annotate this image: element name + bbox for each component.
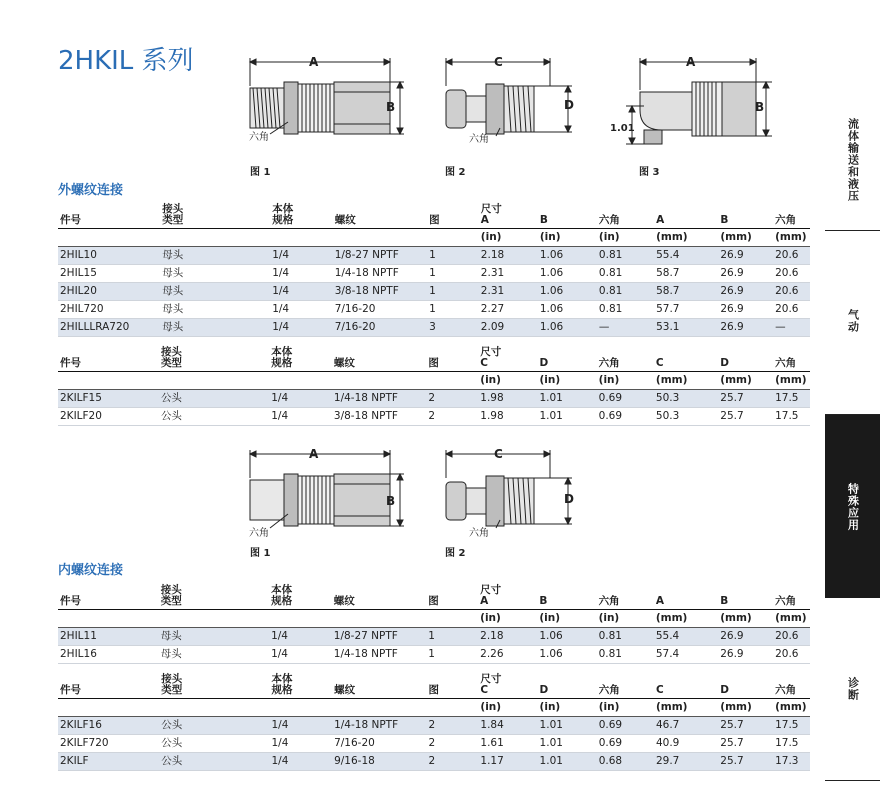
table-cell: 1.98 [478,408,537,426]
header-thread: 螺纹 [333,196,427,229]
table-cell: 29.7 [654,753,718,771]
header-body: 本体 规格 [269,339,332,372]
table-row [58,247,810,265]
fig2b-hex-label: 六角 [469,528,489,539]
table-cell: 1.06 [538,247,597,265]
table-cell: 1/4 [270,301,332,319]
table-cell: 2.09 [479,319,538,337]
fig1b-dim-a: A [309,447,319,461]
table-cell: 7/16-20 [333,319,427,337]
side-tab-label: 气动 [846,309,860,333]
table-cell: 公头 [159,735,269,753]
header-dim2: D [538,666,597,699]
table-cell: 2.18 [478,628,537,646]
table-cell: 26.9 [718,628,773,646]
table-cell: 母头 [160,301,270,319]
unit: (in) [478,610,537,628]
table-cell: 26.9 [718,265,773,283]
table-cell: 母头 [160,265,270,283]
table-cell: 1.01 [538,717,597,735]
table-cell: 2KILF720 [58,735,159,753]
header-fig: 图 [427,666,479,699]
table-cell: 0.68 [597,753,654,771]
table-cell: 3/8-18 NPTF [332,408,426,426]
unit: (mm) [654,610,718,628]
table-cell: 2.18 [479,247,538,265]
table-cell: 26.9 [718,247,773,265]
table-cell: 20.6 [773,301,810,319]
table-cell: 母头 [160,319,270,337]
table-row [58,408,810,426]
table-cell: 2HIL10 [58,247,160,265]
table-cell: 26.9 [718,301,773,319]
fig2b-dim-c: C [494,447,503,461]
table-header [58,339,810,372]
header-fig: 图 [426,339,478,372]
side-tab-label: 流体输送和液压 [846,118,860,202]
table-cell: 1 [426,646,478,664]
units-row [58,372,810,390]
table-cell: 0.81 [597,283,654,301]
fig1b-hex-label: 六角 [249,528,269,539]
header-dim4: C [654,666,718,699]
table-row [58,717,810,735]
header-dim1: 尺寸 A [478,577,537,610]
table-cell: 2HIL15 [58,265,160,283]
table-cell: 2.31 [479,283,538,301]
table-cell: 1/4-18 NPTF [332,390,426,408]
table-cell: 1 [427,283,479,301]
table-cell: 1/4-18 NPTF [332,646,426,664]
fig1-hex-label: 六角 [249,132,269,143]
table-cell: — [597,319,654,337]
table-cell: 1/4 [269,628,332,646]
table-cell: 9/16-18 [332,753,426,771]
unit: (in) [478,372,537,390]
fig2-caption: 图 2 [445,167,466,178]
table-cell: 1.84 [478,717,537,735]
table-cell: 1 [427,247,479,265]
table-cell: 1/4 [269,717,332,735]
table-cell: 公头 [159,717,269,735]
unit: (in) [597,229,654,247]
fig3-dim-h: 1.01 [610,123,635,134]
table-cell: 1/4 [269,390,332,408]
header-body: 本体 规格 [269,577,332,610]
table-cell: 2KILF16 [58,717,159,735]
header-dim5: D [718,339,773,372]
table-cell: 公头 [159,390,269,408]
unit: (mm) [654,372,718,390]
table-row [58,735,810,753]
table-cell: 0.81 [597,247,654,265]
table-cell: 1/4 [269,646,332,664]
table-row [58,265,810,283]
header-dim3: 六角 [597,339,654,372]
fig1-caption: 图 1 [250,167,271,178]
header-thread: 螺纹 [332,577,426,610]
table-cell: 1.06 [538,265,597,283]
fig2b-caption: 图 2 [445,548,466,559]
internal-table-b [58,666,810,771]
table-cell: 1/4 [270,319,332,337]
table-cell: 0.69 [597,735,654,753]
figure-2-male-plug-external [440,52,580,162]
header-fig: 图 [427,196,479,229]
table-cell: 20.6 [773,247,810,265]
table-cell: 25.7 [718,753,773,771]
header-dim2: B [537,577,596,610]
header-type: 接头 类型 [159,577,269,610]
header-dim6: 六角 [773,339,810,372]
table-cell: 1/4 [269,753,332,771]
table-cell: 2.26 [478,646,537,664]
table-cell: 58.7 [654,265,718,283]
side-tab-special[interactable] [825,415,880,598]
side-divider [825,780,880,781]
table-cell: 1.01 [538,735,597,753]
table-cell: 58.7 [654,283,718,301]
unit: (in) [478,699,537,717]
table-cell: 1.17 [478,753,537,771]
unit: (in) [597,699,654,717]
side-tab-diagnostics[interactable] [825,600,880,778]
unit: (in) [537,372,596,390]
table-cell: 1.61 [478,735,537,753]
fig2-dim-c: C [494,55,503,69]
table-cell: 1/8-27 NPTF [332,628,426,646]
table-cell: 0.69 [597,390,654,408]
unit: (in) [479,229,538,247]
table-cell: 2HILLLRA720 [58,319,160,337]
unit: (mm) [773,229,810,247]
fig1b-caption: 图 1 [250,548,271,559]
table-cell: 0.81 [597,301,654,319]
table-cell: 1.06 [537,646,596,664]
unit: (mm) [718,610,773,628]
table-cell: 1.06 [538,283,597,301]
header-dim3: 六角 [597,196,654,229]
header-dim1: 尺寸 C [478,339,537,372]
header-thread: 螺纹 [332,666,426,699]
table-cell: 1.01 [538,753,597,771]
table-cell: 1/8-27 NPTF [333,247,427,265]
table-cell: 1.06 [537,628,596,646]
table-cell: 1 [426,628,478,646]
table-cell: 2HIL20 [58,283,160,301]
table-cell: 25.7 [718,717,773,735]
unit: (mm) [773,699,810,717]
fig1b-dim-b: B [386,494,396,508]
table-row [58,319,810,337]
side-tab-pneumatic[interactable] [825,231,880,411]
table-cell: 20.6 [773,646,810,664]
header-dim1: 尺寸 C [478,666,537,699]
unit: (mm) [718,229,773,247]
units-row [58,699,810,717]
section-title-internal: 内螺纹连接 [58,563,124,578]
table-cell: 2.27 [479,301,538,319]
header-dim5: B [718,577,773,610]
table-cell: 50.3 [654,408,718,426]
header-part: 件号 [58,196,160,229]
table-cell: 17.5 [773,735,810,753]
header-dim4: A [654,196,718,229]
page-title: 2HKIL 系列 [58,46,194,76]
table-cell: 1.06 [538,301,597,319]
header-dim6: 六角 [773,577,810,610]
table-cell: 2KILF15 [58,390,159,408]
table-row [58,283,810,301]
fig3-caption: 图 3 [639,167,660,178]
table-cell: 57.7 [654,301,718,319]
unit: (mm) [654,229,718,247]
table-cell: 2HIL720 [58,301,160,319]
table-cell: 2KILF20 [58,408,159,426]
table-cell: 26.9 [718,646,773,664]
header-dim3: 六角 [597,577,654,610]
external-table-a [58,196,810,337]
table-row [58,628,810,646]
fig3-dim-a: A [686,55,696,69]
table-cell: 3/8-18 NPTF [333,283,427,301]
table-cell: 53.1 [654,319,718,337]
table-cell: 母头 [159,628,269,646]
side-tab-fluid[interactable] [825,90,880,230]
table-cell: 2 [426,408,478,426]
header-type: 接头 类型 [160,196,270,229]
table-cell: 公头 [159,753,269,771]
table-cell: 25.7 [718,735,773,753]
table-row [58,390,810,408]
table-header [58,196,810,229]
header-dim2: B [538,196,597,229]
table-cell: 55.4 [654,247,718,265]
unit: (mm) [773,610,810,628]
table-cell: 1.06 [538,319,597,337]
header-fig: 图 [426,577,478,610]
table-cell: 17.5 [773,717,810,735]
header-dim5: D [718,666,773,699]
header-type: 接头 类型 [159,339,269,372]
table-cell: 母头 [159,646,269,664]
table-cell: 公头 [159,408,269,426]
table-cell: 50.3 [654,390,718,408]
header-type: 接头 类型 [159,666,269,699]
unit: (mm) [718,699,773,717]
table-cell: 1 [427,265,479,283]
header-thread: 螺纹 [332,339,426,372]
section-title-external: 外螺纹连接 [58,183,124,198]
unit: (in) [538,699,597,717]
table-cell: 17.5 [773,390,810,408]
table-cell: 1/4-18 NPTF [332,717,426,735]
table-cell: 2 [427,717,479,735]
table-cell: 26.9 [718,283,773,301]
table-cell: 0.69 [597,717,654,735]
table-cell: 1/4 [269,735,332,753]
table-cell: 46.7 [654,717,718,735]
table-header [58,666,810,699]
table-cell: 1/4 [270,247,332,265]
unit: (mm) [718,372,773,390]
table-cell: 1.01 [537,390,596,408]
header-dim6: 六角 [773,666,810,699]
header-dim6: 六角 [773,196,810,229]
fig1-dim-b: B [386,100,396,114]
table-header [58,577,810,610]
table-cell: 1.01 [537,408,596,426]
unit: (mm) [773,372,810,390]
fig2-dim-d: D [564,98,574,112]
table-cell: 0.81 [597,265,654,283]
header-dim1: 尺寸 A [479,196,538,229]
table-cell: 0.81 [597,646,654,664]
header-body: 本体 规格 [269,666,332,699]
fig1-dim-a: A [309,55,319,69]
side-tab-label: 诊断 [846,677,860,701]
table-cell: 17.5 [773,408,810,426]
table-cell: 2HIL16 [58,646,159,664]
table-cell: 40.9 [654,735,718,753]
table-cell: 2.31 [479,265,538,283]
fig2b-dim-d: D [564,492,574,506]
table-cell: 2 [427,753,479,771]
unit: (in) [537,610,596,628]
figure-2-male-plug-internal [440,444,580,544]
table-cell: 1/4 [269,408,332,426]
table-cell: 1.98 [478,390,537,408]
table-cell: 2 [427,735,479,753]
unit: (in) [538,229,597,247]
table-cell: 2KILF [58,753,159,771]
unit: (mm) [654,699,718,717]
table-cell: 20.6 [773,283,810,301]
external-table-b [58,339,810,426]
header-body: 本体 规格 [270,196,332,229]
table-cell: 20.6 [773,265,810,283]
table-cell: 25.7 [718,408,773,426]
table-row [58,753,810,771]
internal-table-a [58,577,810,664]
units-row [58,610,810,628]
table-cell: 25.7 [718,390,773,408]
header-part: 件号 [58,577,159,610]
table-cell: 20.6 [773,628,810,646]
table-cell: 0.69 [597,408,654,426]
figure-1-female-coupler-external [240,52,410,162]
fig2-hex-label: 六角 [469,134,489,145]
table-cell: 7/16-20 [332,735,426,753]
header-dim4: C [654,339,718,372]
table-cell: 17.3 [773,753,810,771]
fig3-dim-b: B [755,100,765,114]
table-row [58,301,810,319]
table-cell: 母头 [160,283,270,301]
table-cell: 7/16-20 [333,301,427,319]
header-part: 件号 [58,666,159,699]
table-cell: 0.81 [597,628,654,646]
table-cell: 2HIL11 [58,628,159,646]
table-row [58,646,810,664]
table-cell: 1/4 [270,265,332,283]
unit: (in) [597,372,654,390]
table-cell: 26.9 [718,319,773,337]
header-dim4: A [654,577,718,610]
table-cell: 1/4-18 NPTF [333,265,427,283]
header-part: 件号 [58,339,159,372]
table-cell: 3 [427,319,479,337]
table-cell: 55.4 [654,628,718,646]
table-cell: 57.4 [654,646,718,664]
table-cell: 母头 [160,247,270,265]
table-cell: 1/4 [270,283,332,301]
table-cell: 1 [427,301,479,319]
header-dim5: B [718,196,773,229]
units-row [58,229,810,247]
unit: (in) [597,610,654,628]
table-cell: — [773,319,810,337]
header-dim3: 六角 [597,666,654,699]
header-dim2: D [537,339,596,372]
table-cell: 2 [426,390,478,408]
side-tab-label: 特殊应用 [846,482,860,531]
